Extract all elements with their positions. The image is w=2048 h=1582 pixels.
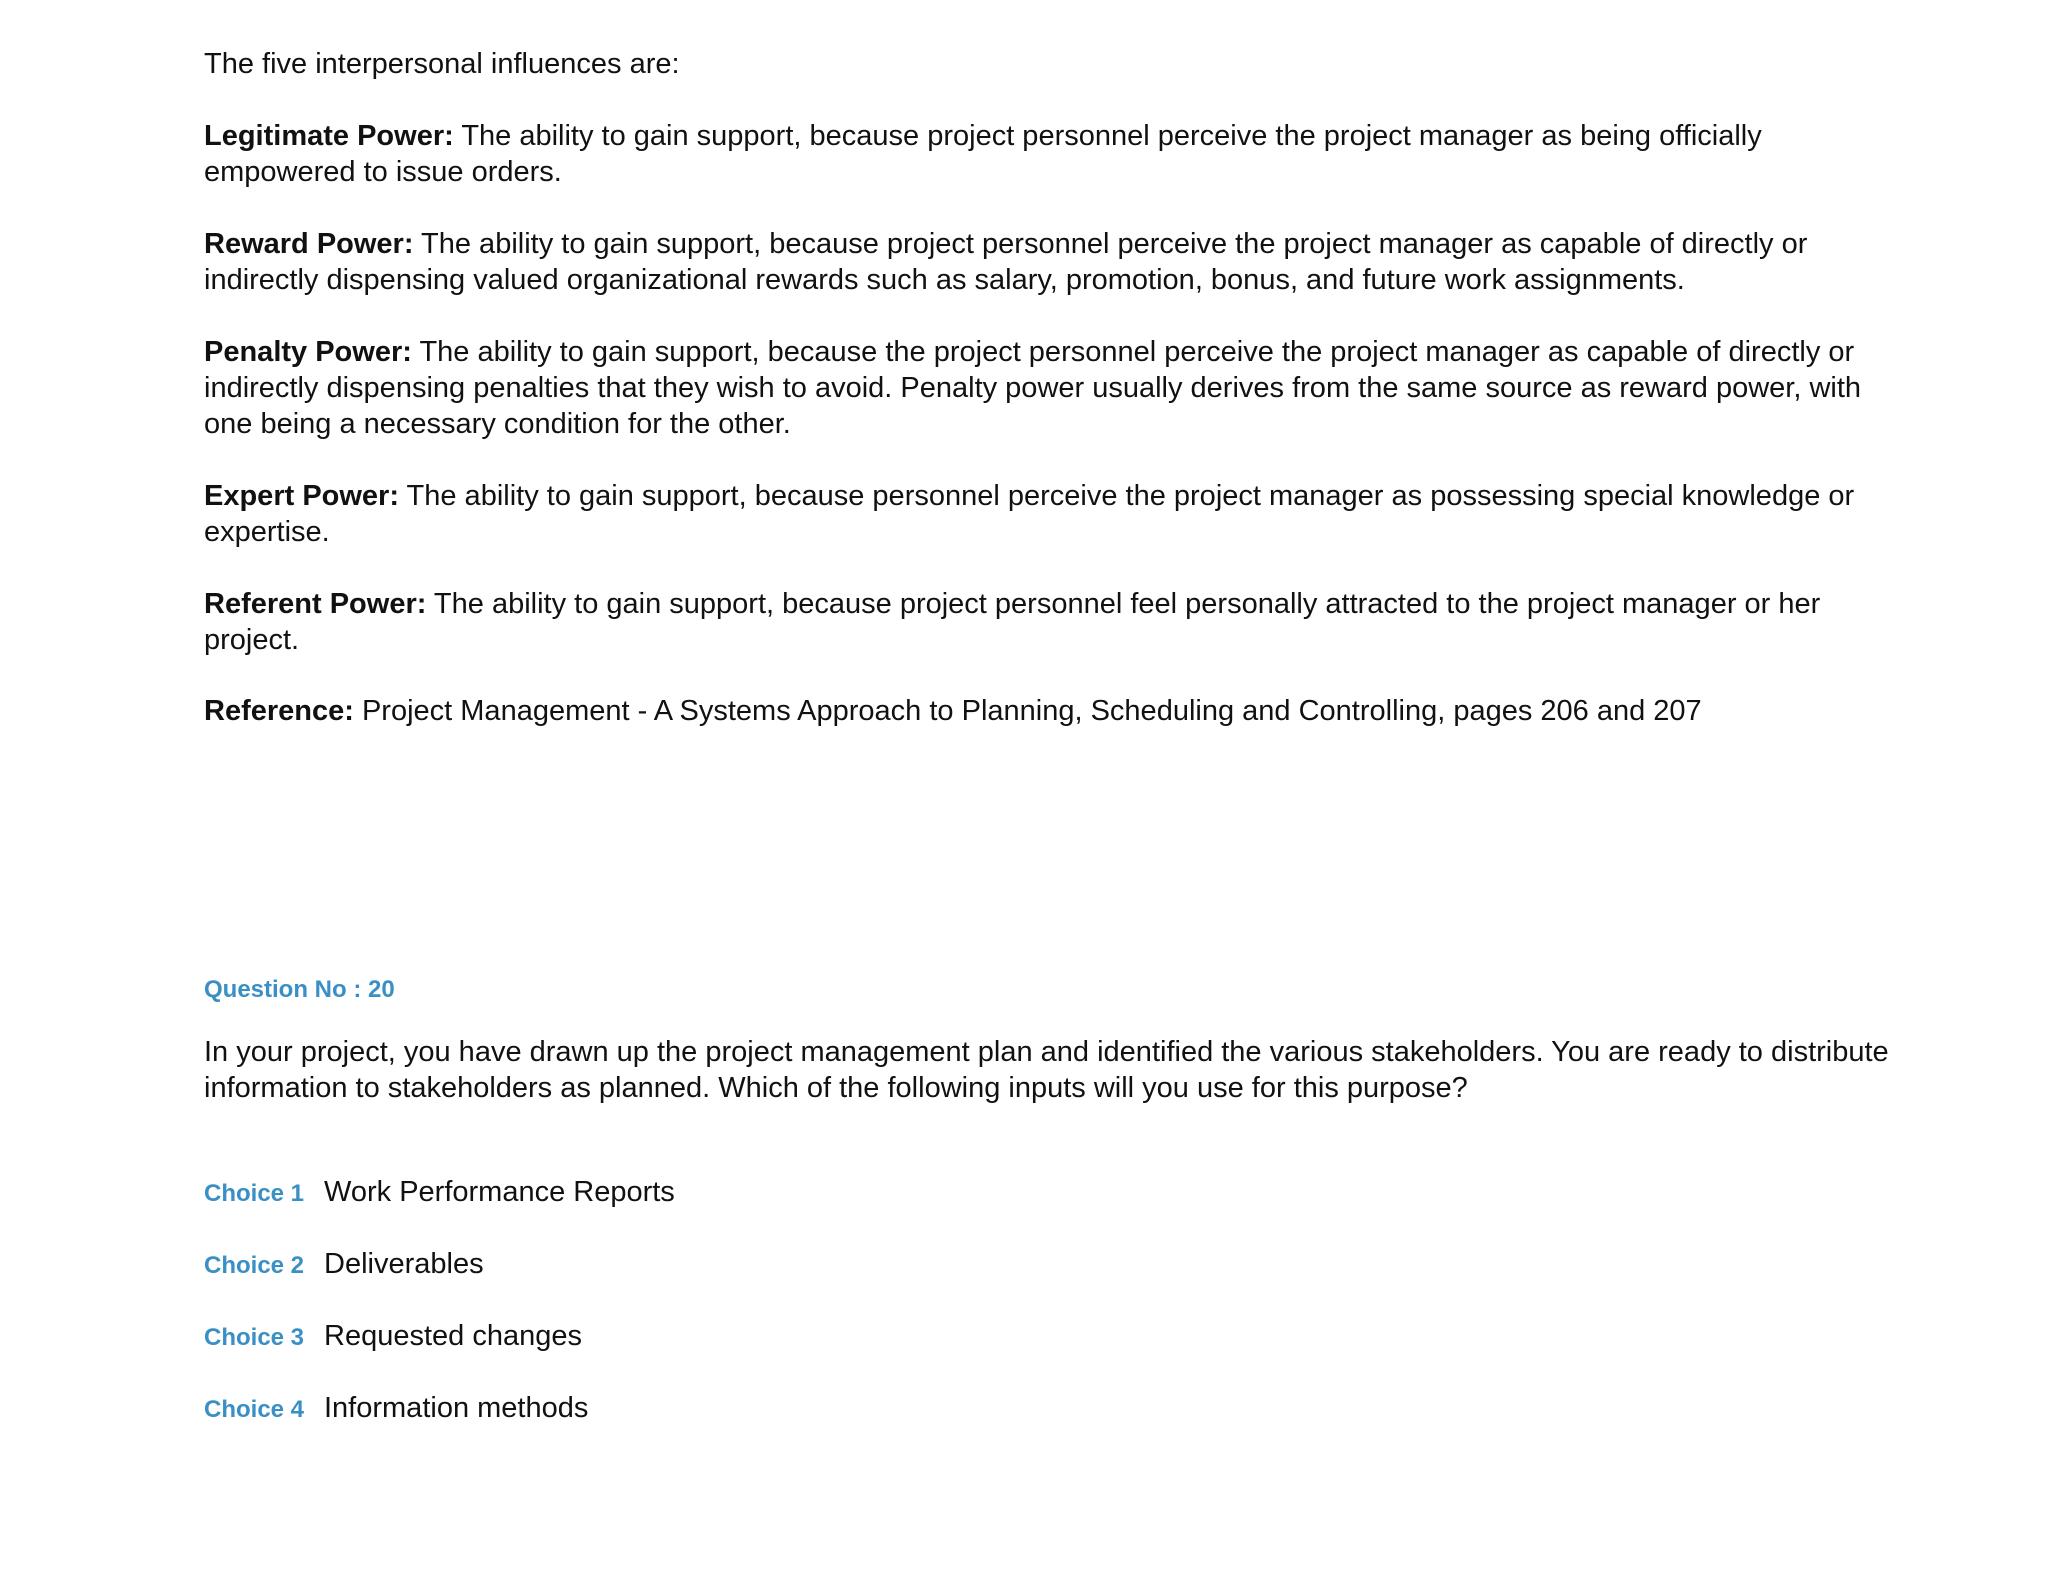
- intro-text: The five interpersonal influences are:: [204, 48, 680, 80]
- choice-text: Work Performance Reports: [324, 1176, 675, 1208]
- choice-item[interactable]: [204, 1390, 588, 1426]
- definition-text: The ability to gain support, because personnel perceive the project manager as possessing special knowledge or expertise.: [204, 480, 1855, 548]
- definition-text: The ability to gain support, because project personnel feel personally attracted to the project manager or her project.: [204, 588, 1821, 656]
- choice-label: Choice 3: [204, 1324, 305, 1351]
- definition-text: The ability to gain support, because project personnel perceive the project manager as being officially empowered to issue orders.: [204, 120, 1762, 188]
- choice-text: Requested changes: [324, 1320, 582, 1352]
- question-text: In your project, you have drawn up the project management plan and identified the various stakeholders. You are ready to distribute information to stakeholders as planned. Which of the following inputs will you use for this purpose?: [204, 1036, 1889, 1104]
- choice-label: Choice 1: [204, 1180, 305, 1207]
- definition-penalty-power: [204, 334, 1904, 442]
- definition-term: Reward Power:: [204, 228, 414, 260]
- definition-legitimate-power: [204, 118, 1904, 190]
- definition-term: Legitimate Power:: [204, 120, 454, 152]
- definition-term: Expert Power:: [204, 480, 399, 512]
- document-page: [204, 0, 1904, 1582]
- reference-label: Reference:: [204, 695, 354, 727]
- choice-item[interactable]: [204, 1318, 582, 1354]
- definition-term: Referent Power:: [204, 588, 427, 620]
- definition-text: The ability to gain support, because the project personnel perceive the project manager as capable of directly or indirectly dispensing penalties that they wish to avoid. Penalty power usually derives from the same source as reward power, with one being a necessary condition for the other.: [204, 336, 1862, 440]
- choice-text: Information methods: [324, 1392, 589, 1424]
- definition-term: Penalty Power:: [204, 336, 412, 368]
- choice-label: Choice 2: [204, 1252, 305, 1279]
- choice-item[interactable]: [204, 1246, 484, 1282]
- definition-expert-power: [204, 478, 1904, 550]
- reference-text: Project Management - A Systems Approach to Planning, Scheduling and Controlling, pages 206 and 207: [353, 695, 1702, 727]
- definition-text: The ability to gain support, because project personnel perceive the project manager as capable of directly or indirectly dispensing valued organizational rewards such as salary, promotion, bonus, and future work assignments.: [204, 228, 1808, 296]
- choice-label: Choice 4: [204, 1396, 305, 1423]
- question-number: Question No : 20: [204, 976, 395, 1003]
- reference-line: [204, 693, 1904, 729]
- choice-item[interactable]: [204, 1174, 675, 1210]
- choice-text: Deliverables: [324, 1248, 484, 1280]
- definition-referent-power: [204, 586, 1904, 658]
- definition-reward-power: [204, 226, 1904, 298]
